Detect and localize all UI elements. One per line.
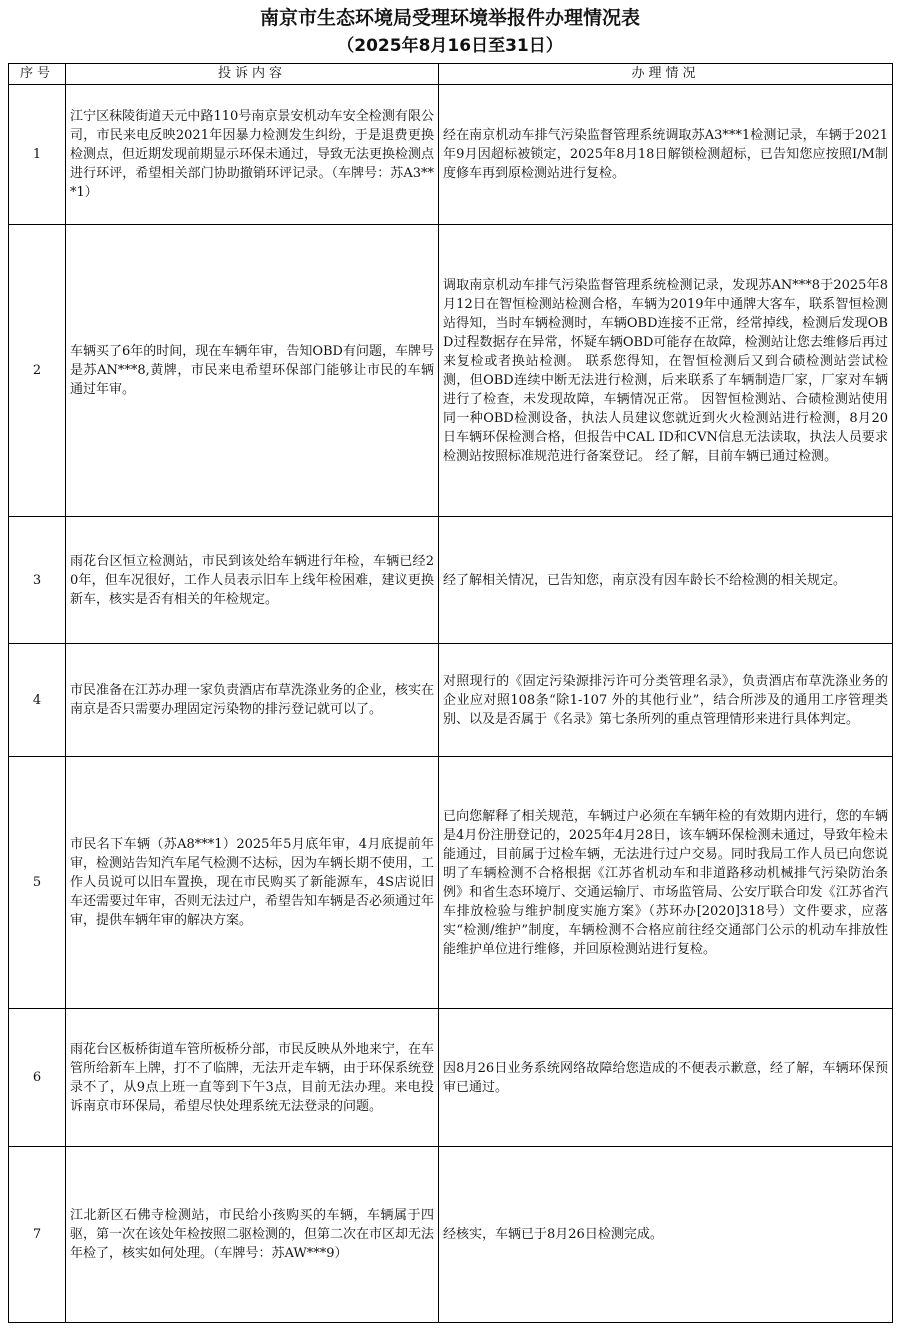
handling-cell: 因8月26日业务系统网络故障给您造成的不便表示歉意，经了解，车辆环保预审已通过。 [439, 1009, 893, 1147]
row-index: 3 [9, 517, 66, 644]
header-complaint: 投诉内容 [66, 64, 439, 85]
header-index: 序号 [9, 64, 66, 85]
complaint-cell: 江北新区石佛寺检测站，市民给小孩购买的车辆，车辆属于四驱，第一次在该处年检按照二驱检测的，但第二次在市区却无法年检了，核实如何处理。（车牌号：苏AW***9） [66, 1147, 439, 1323]
table-row [9, 225, 893, 517]
complaint-table [8, 63, 893, 1323]
table-row [9, 1147, 893, 1323]
table-row [9, 1009, 893, 1147]
handling-cell: 对照现行的《固定污染源排污许可分类管理名录》，负责酒店布草洗涤业务的企业应对照108条“除1-107 外的其他行业”，结合所涉及的通用工序管理类别、以及是否属于《名录》第七条所列的重点管理情形来进行具体判定。 [439, 644, 893, 757]
complaint-cell: 市民名下车辆（苏A8***1）2025年5月底年审，4月底提前年审，检测站告知汽车尾气检测不达标，因为车辆长期不使用，工作人员说可以旧车置换，现在市民购买了新能源车，4S店说旧车还需要过年审，否则无法过户，希望告知车辆是否必须通过年审，提供车辆年审的解决方案。 [66, 757, 439, 1009]
complaint-cell: 市民准备在江苏办理一家负责酒店布草洗涤业务的企业，核实在南京是否只需要办理固定污染物的排污登记就可以了。 [66, 644, 439, 757]
complaint-cell: 雨花台区板桥街道车管所板桥分部，市民反映从外地来宁，在车管所给新车上牌，打不了临牌，无法开走车辆，由于环保系统登录不了，从9点上班一直等到下午3点，目前无法办理。来电投诉南京市环保局，希望尽快处理系统无法登录的问题。 [66, 1009, 439, 1147]
row-index: 4 [9, 644, 66, 757]
complaint-cell: 车辆买了6年的时间，现在车辆年审，告知OBD有问题，车牌号是苏AN***8,黄牌，市民来电希望环保部门能够让市民的车辆通过年审。 [66, 225, 439, 517]
table-row [9, 517, 893, 644]
row-index: 2 [9, 225, 66, 517]
row-index: 1 [9, 85, 66, 225]
handling-cell: 经在南京机动车排气污染监督管理系统调取苏A3***1检测记录，车辆于2021年9月因超标被锁定，2025年8月18日解锁检测超标，已告知您应按照I/M制度修车再到原检测站进行复检。 [439, 85, 893, 225]
page-title: 南京市生态环境局受理环境举报件办理情况表 [259, 7, 640, 29]
handling-cell: 调取南京机动车排气污染监督管理系统检测记录，发现苏AN***8于2025年8月12日在智恒检测站检测合格，车辆为2019年中通牌大客车，联系智恒检测站得知，当时车辆检测时，车辆OBD连接不正常，经常掉线，检测后发现OBD过程数据存在异常，怀疑车辆OBD可能存在故障，检测站让您去维修后再过来复检或者换站检测。 联系您得知，在智恒检测后又到合碛检测站尝试检测，但OBD连续中断无法进行检测，后来联系了车辆制造厂家，厂家对车辆进行了检查，未发现故障，车辆情况正常。 因智恒检测站、合碛检测站使用同一种OBD检测设备，执法人员建议您就近到火火检测站进行检测，8月20日车辆环保检测合格，但报告中CAL ID和CVN信息无法读取，执法人员要求检测站按照标准规范进行备案登记。 经了解，目前车辆已通过检测。 [439, 225, 893, 517]
table-row [9, 85, 893, 225]
complaint-cell: 江宁区秣陵街道天元中路110号南京景安机动车安全检测有限公司，市民来电反映2021年因暴力检测发生纠纷，于是退费更换检测点，但近期发现前期显示环保未通过，导致无法更换检测点进行环评，希望相关部门协助撤销环评记录。（车牌号：苏A3***1） [66, 85, 439, 225]
handling-cell: 经了解相关情况，已告知您，南京没有因车龄长不给检测的相关规定。 [439, 517, 893, 644]
row-index: 6 [9, 1009, 66, 1147]
handling-cell: 已向您解释了相关规范，车辆过户必须在车辆年检的有效期内进行，您的车辆是4月份注册登记的，2025年4月28日，该车辆环保检测未通过，导致年检未能通过，目前属于过检车辆，无法进行过户交易。同时我局工作人员已向您说明了车辆检测不合格根据《江苏省机动车和非道路移动机械排气污染防治条例》和省生态环境厅、交通运输厅、市场监管局、公安厅联合印发《江苏省汽车排放检验与维护制度实施方案》（苏环办[2020]318号）文件要求，应落实“检测/维护”制度，车辆检测不合格应前往经交通部门公示的机动车排放性能维护单位进行维修，并回原检测站进行复检。 [439, 757, 893, 1009]
complaint-cell: 雨花台区恒立检测站，市民到该处给车辆进行年检，车辆已经20年，但车况很好，工作人员表示旧车上线年检困难，建议更换新车，核实是否有相关的年检规定。 [66, 517, 439, 644]
row-index: 7 [9, 1147, 66, 1323]
table-row [9, 644, 893, 757]
table-header-row [9, 64, 893, 85]
row-index: 5 [9, 757, 66, 1009]
handling-cell: 经核实，车辆已于8月26日检测完成。 [439, 1147, 893, 1323]
header-handling: 办理情况 [439, 64, 893, 85]
date-range-subtitle: （2025年8月16日至31日） [337, 36, 563, 56]
table-row [9, 757, 893, 1009]
